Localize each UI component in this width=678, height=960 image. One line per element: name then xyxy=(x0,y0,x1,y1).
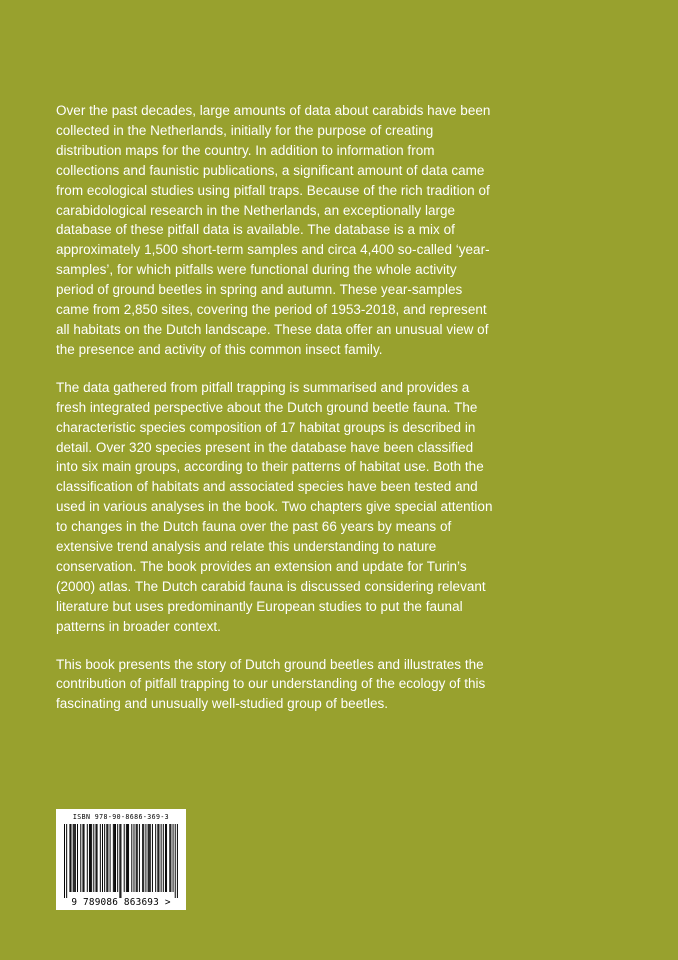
barcode-bars xyxy=(64,824,178,898)
blurb-text xyxy=(56,101,496,732)
blurb-paragraph-1: Over the past decades, large amounts of data about carabids have been collected in the Netherlands, initially for the purpose of creating distribution maps for the country. In addition to information from collections and faunistic publications, a significant amount of data came from ecological studies using pitfall traps. Because of the rich tradition of carabidological research in the Netherlands, an exceptionally large database of these pitfall data is available. The database is a mix of approximately 1,500 short-term samples and circa 4,400 so-called ‘year-samples’, for which pitfalls were functional during the whole activity period of ground beetles in spring and autumn. These year-samples came from 2,850 sites, covering the period of 1953-2018, and represent all habitats on the Dutch landscape. These data offer an unusual view of the presence and activity of this common insect family. xyxy=(56,103,491,357)
isbn-barcode xyxy=(56,809,186,910)
blurb-paragraph-3: This book presents the story of Dutch ground beetles and illustrates the contribution of pitfall trapping to our understanding of the ecology of this fascinating and unusually well-studied group of beetles. xyxy=(56,656,486,712)
blurb-paragraph-2: The data gathered from pitfall trapping is summarised and provides a fresh integrated perspective about the Dutch ground beetle fauna. The characteristic species composition of 17 habitat groups is described in detail. Over 320 species present in the database have been classified into six main groups, according to their patterns of habitat use. Both the classification of habitats and associated species have been tested and used in various analyses in the book. Two chapters give special attention to changes in the Dutch fauna over the past 66 years by means of extensive trend analysis and relate this understanding to nature conservation. The book provides an extension and update for Turin’s (2000) atlas. The Dutch carabid fauna is discussed considering relevant literature but uses predominantly European studies to put the faunal patterns in broader context. xyxy=(56,379,493,634)
ean-digits: 9 789086 863693 > xyxy=(71,897,171,908)
isbn-label: ISBN 978-90-8686-369-3 xyxy=(72,813,170,821)
